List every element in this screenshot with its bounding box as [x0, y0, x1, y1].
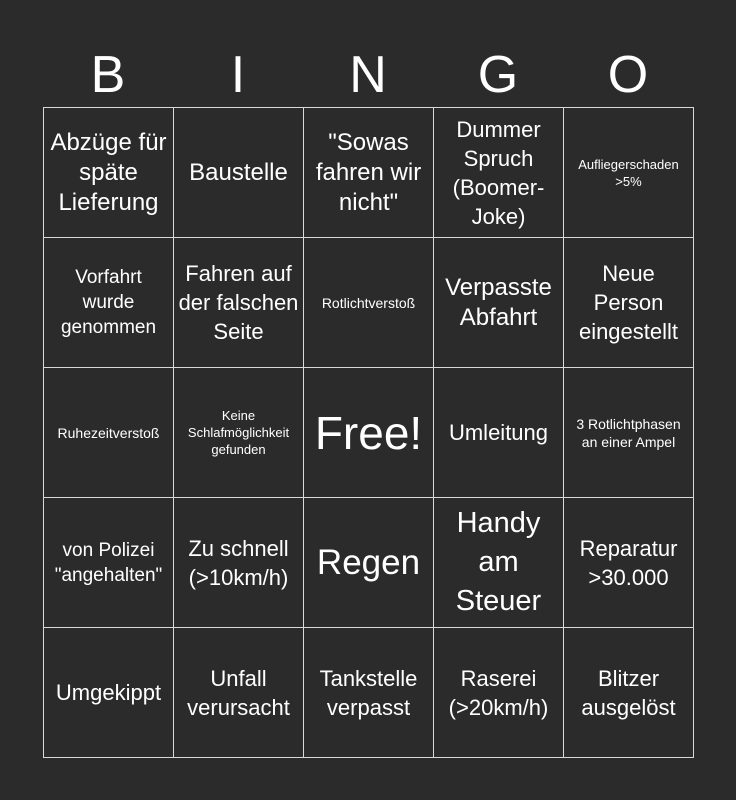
bingo-cell-r2-c3[interactable] [304, 238, 434, 368]
header-letter-b: B [90, 46, 126, 104]
bingo-cell-label: Ruhezeitverstoß [57, 424, 160, 441]
bingo-cell-label: Tankstelle verpasst [319, 665, 418, 720]
bingo-cell-label: Dummer Spruch (Boomer-Joke) [452, 116, 545, 229]
bingo-cell-free[interactable] [304, 368, 434, 498]
bingo-cell-label: Umgekippt [55, 680, 162, 705]
bingo-card [43, 107, 694, 758]
bingo-cell-r5-c2[interactable] [174, 628, 304, 758]
bingo-cell-r3-c2[interactable] [174, 368, 304, 498]
bingo-cell-label: Verpasste Abfahrt [445, 273, 552, 331]
bingo-header [43, 44, 693, 106]
header-letter-o: O [607, 46, 649, 104]
bingo-cell-label: Regen [316, 542, 421, 582]
bingo-cell-r5-c3[interactable] [304, 628, 434, 758]
bingo-cell-label: Blitzer ausgelöst [581, 665, 676, 720]
bingo-cell-label: 3 Rotlichtphasen an einer Ampel [576, 415, 681, 450]
bingo-cell-r4-c5[interactable] [564, 498, 694, 628]
bingo-cell-label: Zu schnell (>10km/h) [188, 535, 289, 590]
bingo-cell-label: Rotlichtverstoß [321, 294, 416, 311]
bingo-cell-r4-c1[interactable] [44, 498, 174, 628]
header-letter-g: G [477, 46, 519, 104]
bingo-cell-r2-c2[interactable] [174, 238, 304, 368]
bingo-cell-r4-c4[interactable] [434, 498, 564, 628]
bingo-cell-label: Raserei (>20km/h) [448, 665, 549, 720]
bingo-cell-label: Keine Schlafmöglichkeit gefunden [187, 408, 290, 457]
bingo-cell-label: Umleitung [448, 420, 549, 445]
bingo-cell-label: Fahren auf der falschen Seite [178, 261, 299, 344]
bingo-cell-r5-c5[interactable] [564, 628, 694, 758]
bingo-cell-r2-c1[interactable] [44, 238, 174, 368]
bingo-cell-r2-c5[interactable] [564, 238, 694, 368]
bingo-cell-r1-c4[interactable] [434, 108, 564, 238]
bingo-cell-r2-c4[interactable] [434, 238, 564, 368]
header-letter-n: N [349, 46, 387, 104]
bingo-cell-label: Aufliegerschaden >5% [578, 156, 679, 189]
bingo-cell-label: von Polizei "angehalten" [54, 539, 163, 586]
bingo-cell-label: Handy am Steuer [455, 507, 542, 617]
bingo-cell-label: Neue Person eingestellt [578, 261, 679, 344]
header-letter-i: I [230, 46, 246, 104]
bingo-cell-label: Baustelle [189, 158, 288, 186]
bingo-cell-r3-c5[interactable] [564, 368, 694, 498]
bingo-cell-r3-c4[interactable] [434, 368, 564, 498]
bingo-cell-r3-c1[interactable] [44, 368, 174, 498]
free-space-label: Free! [314, 406, 423, 459]
bingo-cell-r1-c1[interactable] [44, 108, 174, 238]
bingo-cell-label: Unfall verursacht [187, 665, 290, 720]
bingo-cell-label: Reparatur >30.000 [579, 535, 678, 590]
bingo-cell-r1-c3[interactable] [304, 108, 434, 238]
bingo-cell-label: Vorfahrt wurde genommen [60, 267, 157, 338]
bingo-cell-r4-c3[interactable] [304, 498, 434, 628]
bingo-cell-r5-c1[interactable] [44, 628, 174, 758]
bingo-cell-r5-c4[interactable] [434, 628, 564, 758]
bingo-cell-label: "Sowas fahren wir nicht" [315, 128, 422, 216]
bingo-cell-r4-c2[interactable] [174, 498, 304, 628]
bingo-cell-label: Abzüge für späte Lieferung [50, 128, 167, 216]
bingo-cell-r1-c2[interactable] [174, 108, 304, 238]
bingo-cell-r1-c5[interactable] [564, 108, 694, 238]
